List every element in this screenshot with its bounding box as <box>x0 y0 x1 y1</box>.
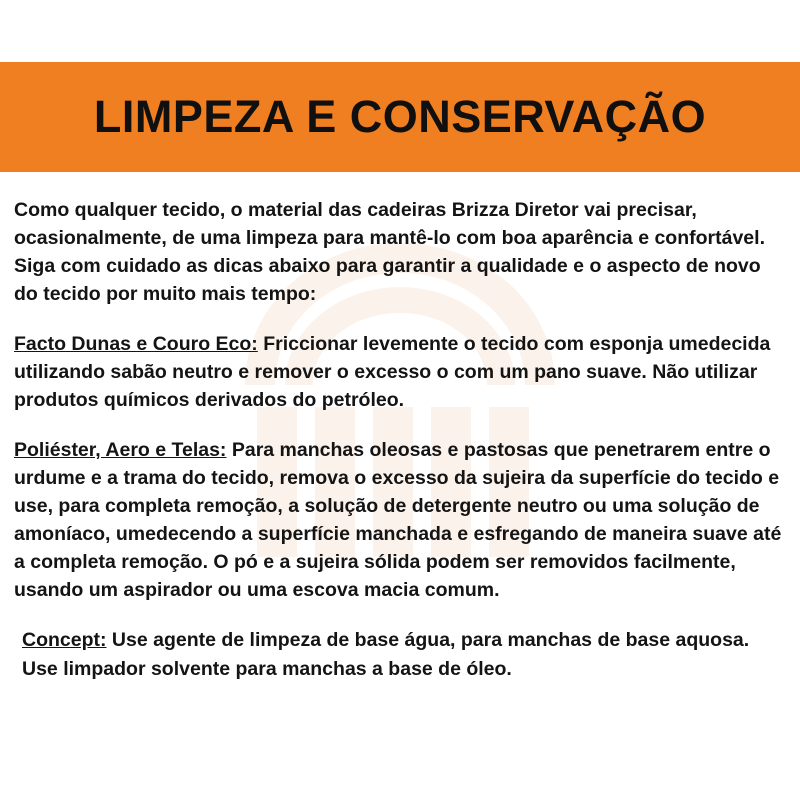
section-paragraph-poliester <box>14 436 786 604</box>
page-title: LIMPEZA E CONSERVAÇÃO <box>93 91 707 142</box>
section-text-concept: Use agente de limpeza de base água, para manchas de base aquosa. Use limpador solvente para manchas a base de óleo. <box>22 629 750 680</box>
section-label-poliester: Poliéster, Aero e Telas: <box>14 439 227 461</box>
section-text-poliester: Para manchas oleosas e pastosas que penetrarem entre o urdume e a trama do tecido, remova o excesso da sujeira da superfície do tecido e use, para completa remoção, a solução de detergente neutro ou uma solução de amoníaco, umedecendo a superfície manchada e esfregando de maneira suave até a completa remoção. O pó e a sujeira sólida podem ser removidos facilmente, usando um aspirador ou uma escova macia comum. <box>14 439 782 601</box>
section-paragraph-concept <box>22 626 786 684</box>
section-label-facto-dunas: Facto Dunas e Couro Eco: <box>14 333 258 355</box>
section-text-facto-dunas: Friccionar levemente o tecido com esponja umedecida utilizando sabão neutro e remover o excesso o com um pano suave. Não utilizar produtos químicos derivados do petróleo. <box>14 333 771 411</box>
intro-paragraph: Como qualquer tecido, o material das cadeiras Brizza Diretor vai precisar, ocasionalmente, de uma limpeza para mantê-lo com boa aparência e confortável. Siga com cuidado as dicas abaixo para garantir a qualidade e o aspecto de novo do tecido por muito mais tempo: <box>14 199 765 305</box>
document-body <box>14 196 786 684</box>
section-paragraph-facto-dunas <box>14 330 786 414</box>
title-banner <box>0 62 800 172</box>
section-label-concept: Concept: <box>22 629 107 651</box>
